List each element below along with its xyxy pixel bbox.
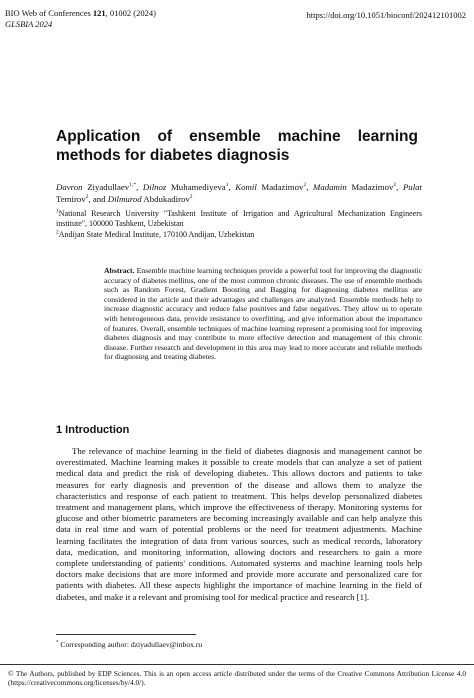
running-header-left — [5, 8, 156, 30]
doi-link[interactable]: https://doi.org/10.1051/bioconf/202412101002 — [306, 10, 466, 20]
author-name: Davron Ziyadullaev$^{1,*}$, — [56, 182, 143, 192]
article-info: , 01002 (2024) — [105, 8, 156, 18]
footnote-mark: * — [56, 640, 59, 646]
author-affiliation-mark: 2 — [85, 193, 89, 200]
footnote-divider — [56, 634, 196, 635]
author-name: Madamin Madazimov$^2$, — [313, 182, 403, 192]
corresponding-author: Corresponding author: dziyadullaev@inbox.ru — [60, 640, 203, 649]
author-name: Dilnoz Muhamediyeva$^1$, — [142, 182, 236, 192]
author-name: Dilmurod Abdukadirov$^2$ — [107, 193, 193, 204]
abstract — [104, 266, 422, 362]
author-name: Komil Madazimov$^2$, — [235, 182, 313, 192]
paper-title: Application of ensemble machine learning methods for diabetes diagnosis — [56, 128, 418, 164]
author-affiliation-mark: 2 — [393, 182, 397, 189]
section-heading-introduction: 1 Introduction — [56, 424, 130, 436]
license-divider — [0, 664, 474, 665]
author-affiliation-mark: 1,* — [129, 182, 137, 189]
author-affiliation-mark: 1 — [225, 182, 229, 189]
abstract-text: Ensemble machine learning techniques provide a powerful tool for improving the diagnostic accuracy of diabetes mellitus, one of the most common chronic diseases. The use of ensemble methods such as Random Forest, Gradient Boosting and Bagging for diagnosing diabetes mellitus are considered in the article and their advantages and challenges are analyzed. Ensemble methods help to increase diagnostic accuracy and reduce false positives and false negatives. They allow us to operate with heterogeneous data, provide resistance to overfitting, and give information about the importance of features. Overall, ensemble techniques of machine learning represent a promising tool for improving diabetes diagnosis and may contribute to more effective detection and management of this chronic disease. Further research and development in this area may lead to more accurate and reliable methods for diagnosing and treating diabetes. — [104, 266, 422, 362]
affiliations — [56, 209, 422, 240]
conference-name: GLSBIA 2024 — [5, 19, 53, 29]
journal-volume: 121 — [92, 8, 106, 18]
author-name: Pulat Temirov$^2$, and — [56, 182, 422, 204]
author-list — [56, 182, 422, 205]
author-affiliation-mark: 2 — [303, 182, 307, 189]
author-affiliation-mark: 2 — [189, 193, 193, 200]
affiliation-2: $^2$Andijan State Medical Institute, 170100 Andijan, Uzbekistan — [56, 228, 255, 239]
affiliation-1: $^1$National Research University "Tashkent Institute of Irrigation and Agricultural Mechanization Engineers institute", 100000 Tashkent, Uzbekistan — [56, 208, 422, 228]
license-notice: © The Authors, published by EDP Sciences. This is an open access article distributed under the terms of the Creative Commons Attribution License 4.0 (https://creativecommons.org/licenses/by/4.0/). — [8, 669, 466, 688]
introduction-paragraph: The relevance of machine learning in the field of diabetes diagnosis and management cannot be overestimated. Machine learning makes it possible to create models that can analyze a set of patient medical data and predict the risk of developing diabetes. This allows doctors and patients to take measures for early diagnosis and prevention of the disease and allows them to analyze the characteristics and response of each patient to treatment. This helps develop personalized diabetes treatment and management plans, which improve the effectiveness of therapy. Monitoring systems for glucose and other biometric parameters are becoming increasingly available and can help analyze this data in real time and warn of potential problems or the need for treatment adjustments. Machine learning facilitates the integration of data from various sources, such as medical records, laboratory data, medication, and monitoring information, allowing doctors and researchers to gain a more complete understanding of patients' conditions. Automated systems and machine learning tools help doctors make decisions that are more informed and provide more accurate and personalized care for patients with diabetes. All these aspects highlight the importance of machine learning in the field of diabetes, and make it a relevant and promising tool for medical practice and research [1]. — [56, 446, 422, 602]
footnote — [56, 640, 202, 649]
journal-name: BIO Web of Conferences — [5, 8, 91, 18]
abstract-label: Abstract. — [104, 266, 135, 275]
